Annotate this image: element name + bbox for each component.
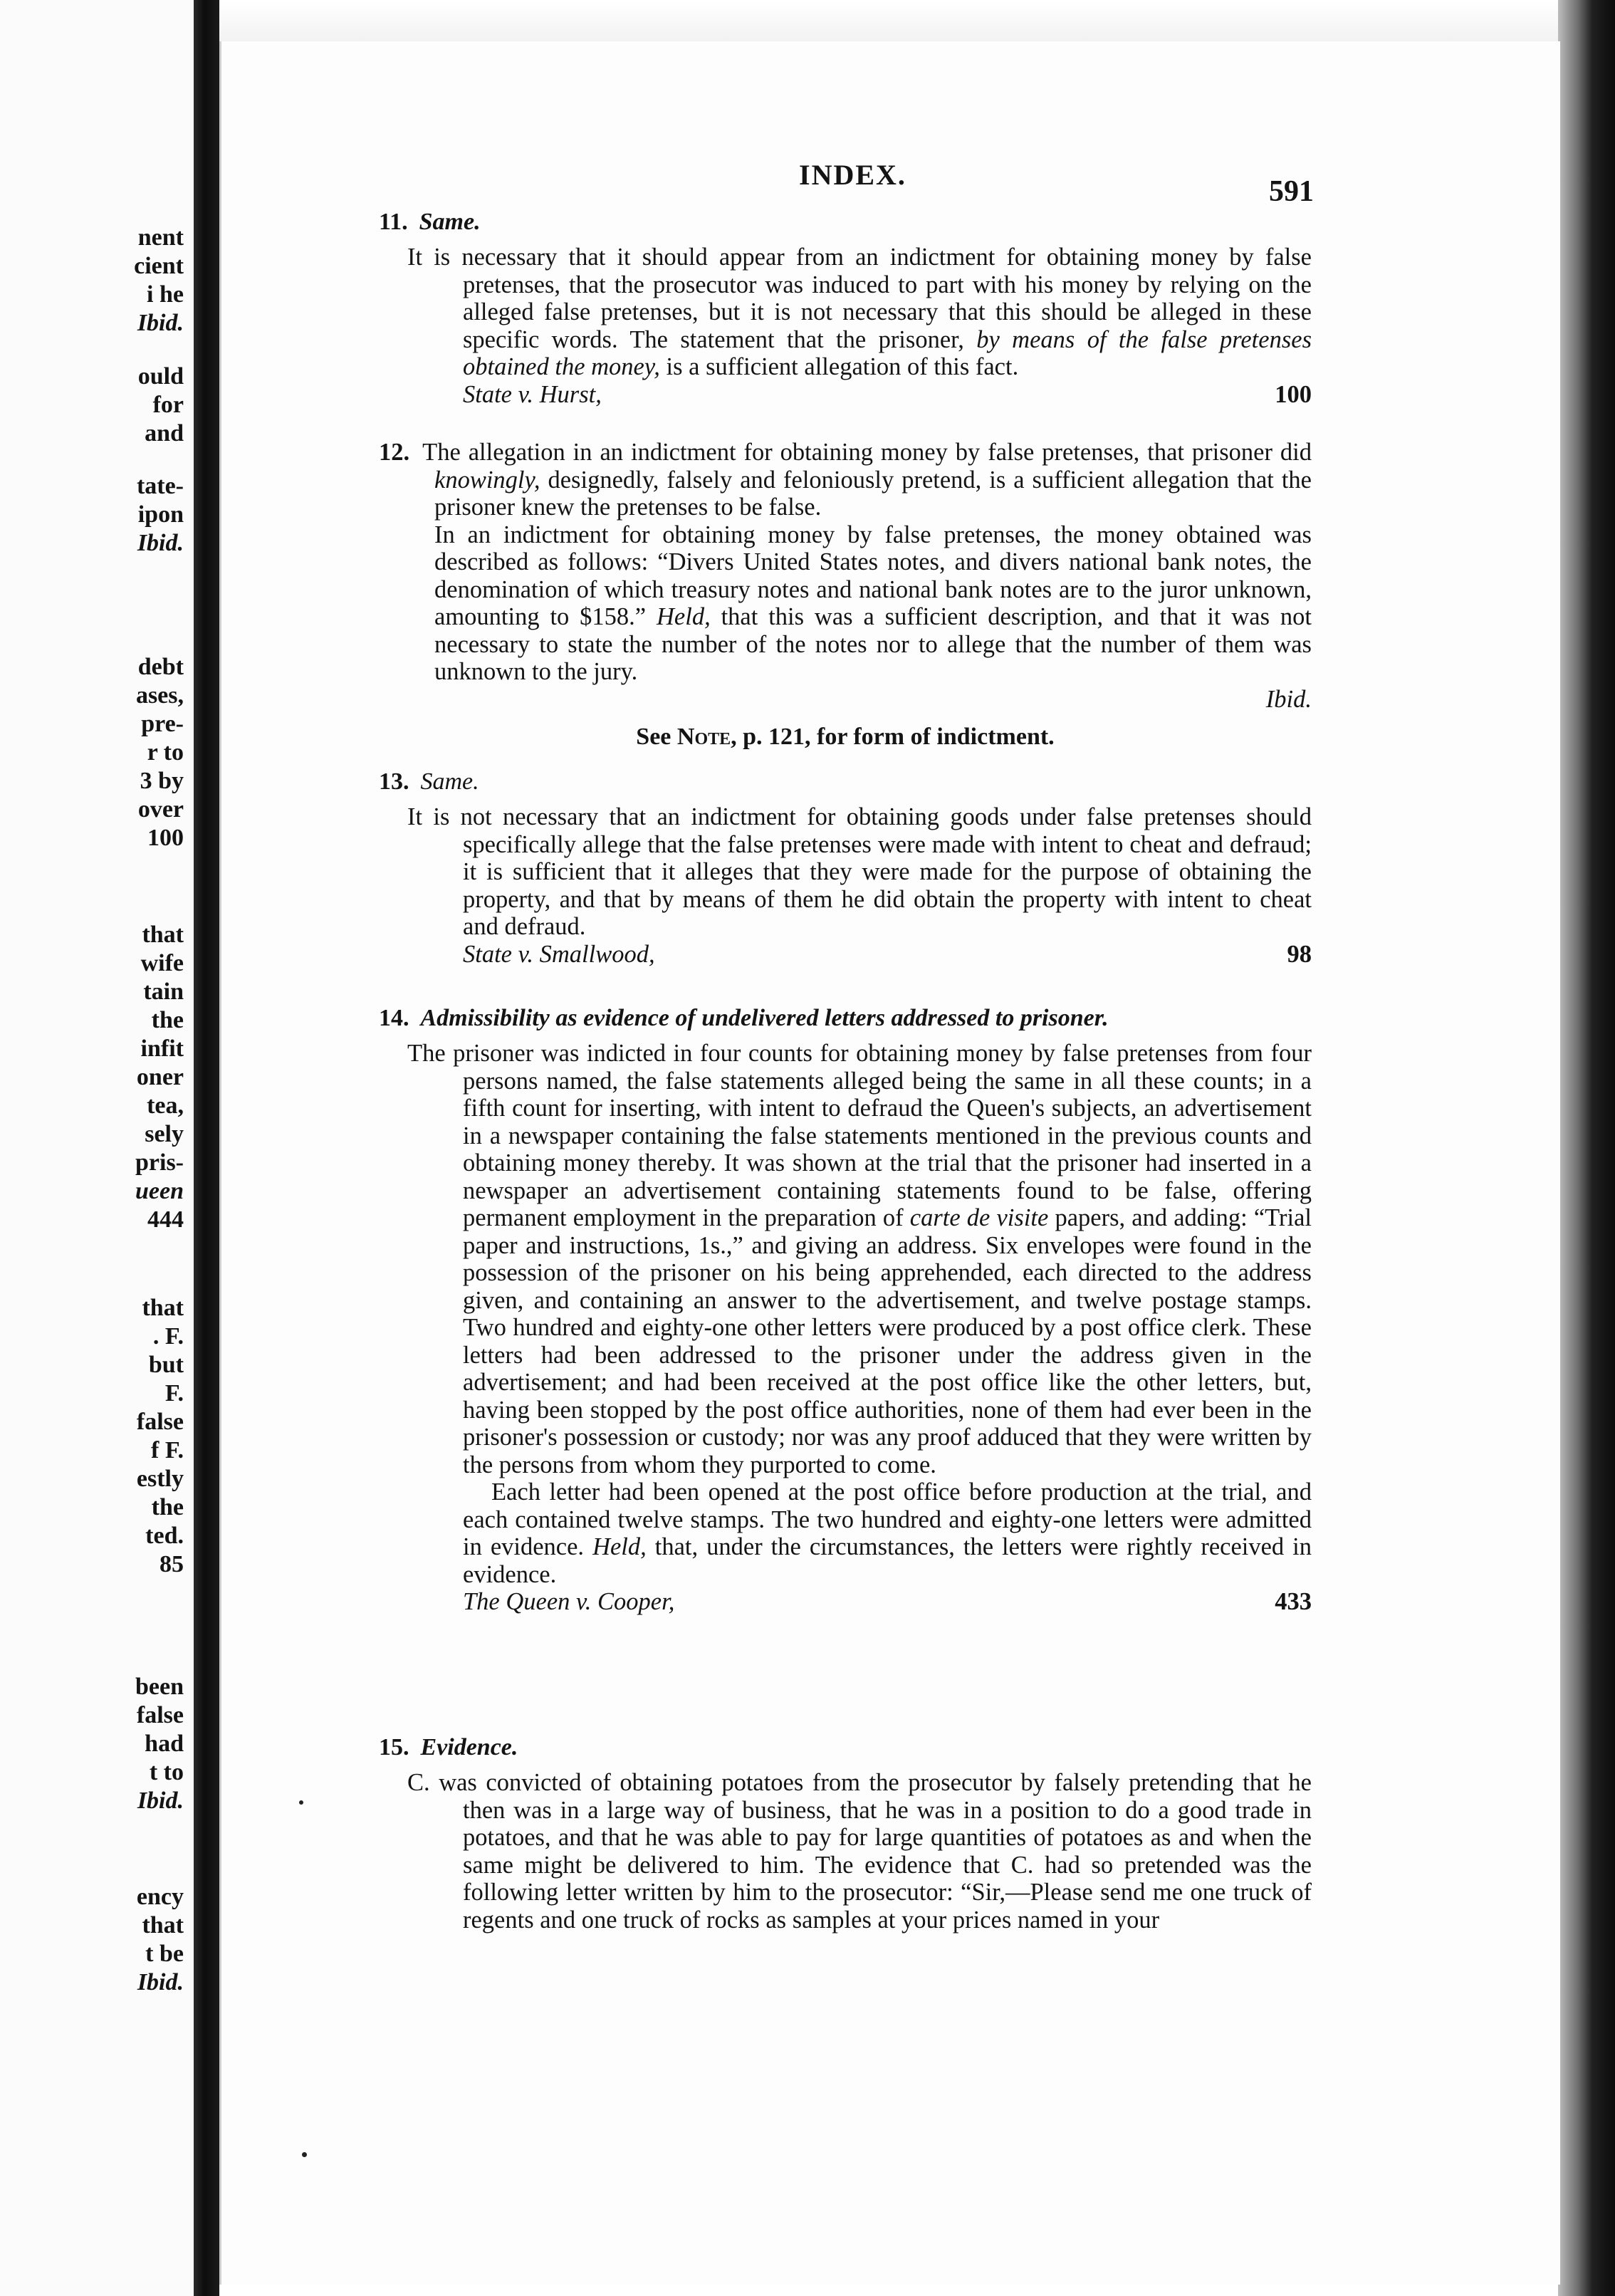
case-citation: State v. Hurst, [463,380,602,408]
citation-page: 98 [1287,940,1312,968]
case-citation: Ibid. [1265,685,1312,713]
see-note [379,723,1312,751]
entry-number: 15. [379,1734,409,1760]
index-entry-13 [379,768,1312,968]
print-speck [299,1800,303,1805]
page-right-edge [1558,0,1615,2296]
left-margin-fragment: 444 [147,1206,184,1233]
paragraph-italic: Held, [592,1533,647,1560]
paragraph-text: Each letter had been opened at the post office before production at the trial, and each contained twelve stamps. The two hundred and eighty-one letters were admitted in evidence. [463,1478,1312,1560]
entry-paragraph [407,1478,1312,1588]
left-margin-fragment: ted. [145,1523,184,1549]
citation-row [463,1588,1312,1616]
left-margin-fragment: tain [143,979,184,1005]
left-margin-fragment: pris- [135,1149,184,1176]
left-margin-fragment: for [152,392,184,418]
entry-title: Admissibility as evidence of undelivered letters addressed to prisoner. [420,1005,1109,1031]
left-margin-fragment: false [136,1702,184,1728]
book-gutter [194,0,219,2296]
page-top-edge [219,0,1558,41]
left-margin-fragment: . F. [152,1323,184,1350]
entry-heading [379,1004,1312,1033]
entry-paragraph [407,1040,1312,1478]
entry-number: 11. [379,209,408,235]
entry-number: 13. [379,768,409,795]
entry-number: 14. [379,1005,409,1031]
left-margin-fragment: tea, [147,1092,184,1119]
note-text: , p. 121, for form of indictment. [731,724,1055,750]
left-margin-fragment: r to [147,739,184,766]
left-margin-fragment: Ibid. [137,310,184,336]
page-number: 591 [1269,175,1314,208]
left-margin-fragment: false [136,1409,184,1435]
index-entry-15 [379,1733,1312,1934]
paragraph-italic: carte de visite [909,1204,1049,1231]
paragraph-text: papers, and adding: “Trial paper and instructions, 1s.,” and giving an address. Six envelopes were found in the possession of the prisoner on his being apprehended, each directed to the address given, and containing an answer to the advertisement, and twelve postage stamps. Two hundred and eighty-one other letters were produced by a post office clerk. These letters had been addressed to the prisoner under the address given in the advertisement; and had been received at the post office like the other letters, but, having been stopped by the post office authorities, none of them had ever been in the prisoner's possession or custody; nor was any proof adduced that they were written by the persons from whom they purported to come. [463,1204,1312,1478]
left-margin-fragment: f F. [151,1437,184,1463]
entry-title: Same. [419,209,481,235]
note-smallcaps: Note [676,724,731,750]
left-margin-fragment: debt [137,654,184,680]
note-text: See [636,724,677,750]
case-citation: State v. Smallwood, [463,940,655,968]
entry-number: 12. [379,439,410,466]
citation-page: 433 [1275,1588,1312,1615]
left-margin-fragment: ency [136,1884,184,1910]
left-margin-fragment: ueen [135,1178,184,1204]
left-margin-fragment: F. [164,1380,184,1407]
entry-title: Same. [420,768,479,795]
entry-paragraph [407,1769,1312,1934]
paragraph-italic: knowingly, [434,466,540,494]
paragraph-italic: Held, [657,603,711,630]
index-entry-14 [379,1004,1312,1616]
paragraph-text: It is not necessary that an indictment for obtaining goods under false pretenses should specifically allege that the false pretenses were made with intent to cheat and defraud; it is sufficient that it alleges that they were made for the purpose of obtaining the property, and that by means of them he did obtain the property with intent to cheat and defraud. [407,803,1312,940]
left-margin-fragment: ipon [137,501,184,528]
entry-heading [379,768,1312,796]
left-margin-fragment: Ibid. [137,1788,184,1814]
left-margin-fragment: pre- [141,711,184,737]
left-margin-fragment: estly [136,1466,184,1492]
left-margin-fragment: had [145,1731,184,1757]
left-margin-fragment: cient [134,253,184,279]
print-speck [302,2152,307,2157]
left-margin-fragment: wife [140,950,184,976]
case-citation: The Queen v. Cooper, [463,1588,675,1615]
paragraph-text: The prisoner was indicted in four counts for obtaining money by false pretenses from four persons named, the false statements alleged being the same in all these counts; in a fifth count for inserting, with intent to defraud the Queen's subjects, an advertisement in a newspaper containing the false statements mentioned in the previous counts and obtaining money thereby. It was shown at the trial that the prisoner had inserted in a newspaper an advertisement containing statements found to be false, offering permanent employment in the preparation of [407,1040,1312,1231]
left-margin-fragment: and [145,420,184,447]
left-margin-fragment: that [142,1295,184,1321]
paragraph-text: The allegation in an indictment for obtaining money by false pretenses, that prisoner did [422,439,1312,466]
left-margin-fragment: the [151,1494,184,1520]
citation-page: 100 [1275,380,1312,408]
entry-paragraph [379,439,1312,521]
running-head: INDEX. [799,159,906,191]
paragraph-text: In an indictment for obtaining money by false pretenses, the money obtained was described as follows: “Divers United States notes, and divers national bank notes, the denomination of which treasury notes and national bank notes are to the juror unknown, amounting to $158.” [434,521,1312,630]
index-entry-11 [379,208,1312,408]
left-margin-fragment: 3 by [140,768,184,794]
left-margin-fragment: over [137,796,184,823]
citation-row [463,686,1312,714]
left-margin-fragment: Ibid. [137,530,184,556]
paragraph-text: is a sufficient allegation of this fact. [659,353,1019,380]
entry-paragraph [407,803,1312,941]
left-margin-fragment: Ibid. [137,1969,184,1995]
left-margin-fragment: t to [149,1759,184,1785]
entry-paragraph [407,244,1312,381]
left-margin-fragment: tate- [136,473,184,499]
previous-page-margin [0,0,194,2296]
left-margin-fragment: been [135,1674,184,1700]
paragraph-text: designedly, falsely and feloniously pretend, is a sufficient allegation that the prisoner knew the pretenses to be false. [434,466,1312,521]
paragraph-text: that, under the circumstances, the letters were rightly received in evidence. [463,1533,1312,1588]
paragraph-italic: by means of the false pretenses obtained the money, [463,325,1312,380]
entry-paragraph [379,521,1312,686]
paragraph-text: It is necessary that it should appear from an indictment for obtaining money by false pretenses, that the prosecutor was induced to part with his money by relying on the alleged false pretenses, but it is not necessary that this should be alleged in these specific words. The statement that the prisoner, [407,244,1312,353]
left-margin-fragment: i he [147,281,184,308]
left-margin-fragment: 100 [147,825,184,851]
index-entry-12 [379,439,1312,751]
left-margin-fragment: nent [137,224,184,251]
citation-row [463,381,1312,409]
left-margin-fragment: ases, [135,682,184,709]
left-margin-fragment: that [142,1912,184,1938]
entry-heading [379,208,1312,236]
paragraph-text: that this was a sufficient description, and that it was not necessary to state the number of the notes nor to allege that the number of them was unknown to the jury. [434,603,1312,685]
entry-title: Evidence. [420,1734,518,1760]
left-margin-fragment: ould [137,363,184,390]
left-margin-fragment: 85 [160,1551,184,1577]
paragraph-text: C. was convicted of obtaining potatoes from the prosecutor by falsely pretending that he then was in a large way of business, that he was in a position to do a good trade in potatoes, and that he was able to pay for large quantities of potatoes as and when the same might be delivered to him. The evidence that C. had so pretended was the following letter written by him to the prosecutor: “Sir,—Please send me one truck of regents and one truck of rocks as samples at your prices named in your [407,1769,1312,1934]
left-margin-fragment: sely [145,1121,184,1147]
left-margin-fragment: but [148,1352,184,1378]
citation-row [463,941,1312,969]
entry-heading [379,1733,1312,1762]
left-margin-fragment: the [151,1007,184,1033]
left-margin-fragment: oner [136,1064,184,1090]
left-margin-fragment: that [142,922,184,948]
left-margin-fragment: t be [145,1941,184,1967]
left-margin-fragment: infit [140,1035,184,1062]
